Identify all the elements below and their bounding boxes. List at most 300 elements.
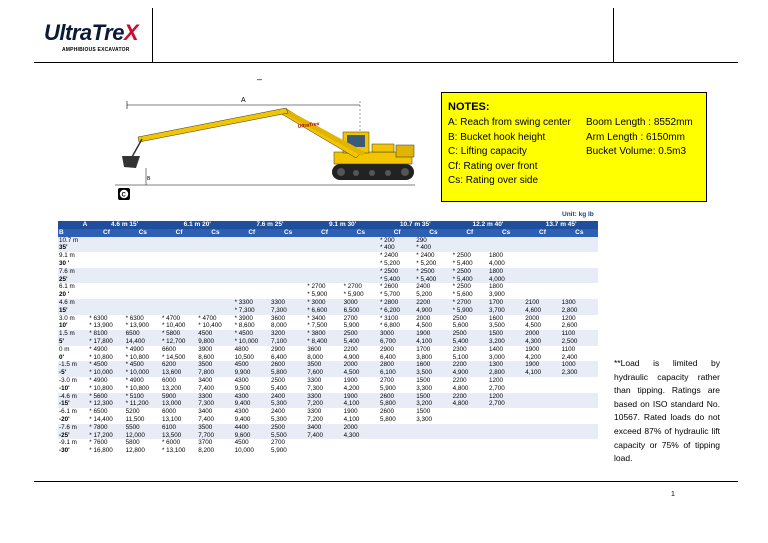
table-cell: 2500: [270, 377, 306, 385]
table-cell: 2000: [415, 315, 451, 323]
table-cell: 7,200: [306, 416, 342, 424]
table-cell: 2200: [452, 393, 488, 401]
header-rule: [34, 62, 738, 63]
table-cell: 4,600: [524, 307, 560, 315]
table-cell: [197, 299, 233, 307]
table-cell: 6,700: [379, 338, 415, 346]
table-cell: * 200: [379, 237, 415, 245]
table-row: [58, 260, 598, 268]
table-cell: [452, 432, 488, 440]
table-cell: 5,600: [452, 322, 488, 330]
notes-item: B: Bucket hook height: [448, 131, 546, 143]
header-cf: Cf: [379, 229, 415, 237]
dimension-b-label: B: [147, 176, 151, 182]
row-height-label: -20': [58, 416, 88, 424]
table-cell: * 7600: [88, 439, 124, 447]
table-cell: 6000: [161, 408, 197, 416]
table-cell: [270, 244, 306, 252]
table-row: [58, 393, 598, 401]
row-height-label: 5': [58, 338, 88, 346]
table-cell: 2100: [524, 299, 560, 307]
table-cell: 1900: [415, 330, 451, 338]
table-cell: * 5,200: [379, 260, 415, 268]
table-row: [58, 283, 598, 291]
table-cell: 5,900: [270, 447, 306, 455]
table-cell: 2200: [415, 299, 451, 307]
table-cell: [88, 276, 124, 284]
table-cell: 7,400: [197, 416, 233, 424]
table-cell: [125, 291, 161, 299]
table-cell: * 8,400: [306, 338, 342, 346]
row-height-label: 0': [58, 354, 88, 362]
table-cell: [234, 260, 270, 268]
table-cell: 7,200: [306, 400, 342, 408]
table-cell: 2400: [270, 393, 306, 401]
table-cell: [161, 291, 197, 299]
table-cell: [125, 283, 161, 291]
footer-rule: [34, 481, 738, 482]
unit-label: Unit: kg lb: [562, 211, 594, 218]
table-cell: 1700: [488, 299, 524, 307]
bucket: [122, 156, 140, 168]
table-cell: [524, 432, 560, 440]
table-cell: [88, 299, 124, 307]
table-cell: * 6300: [125, 315, 161, 323]
table-cell: [524, 276, 560, 284]
table-cell: * 2700: [452, 299, 488, 307]
table-cell: * 16,800: [88, 447, 124, 455]
spec-arm-length: Arm Length : 6150mm: [586, 131, 685, 143]
table-cell: 4300: [234, 408, 270, 416]
header-cs: Cs: [488, 229, 524, 237]
table-cell: 1900: [524, 361, 560, 369]
row-height-label: 6.1 m: [58, 283, 88, 291]
table-cell: [88, 283, 124, 291]
table-cell: * 5,400: [452, 276, 488, 284]
table-cell: [125, 237, 161, 245]
table-cell: 10,500: [234, 354, 270, 362]
table-cell: [161, 283, 197, 291]
notes-legend: [448, 116, 571, 189]
table-cell: 6,400: [270, 354, 306, 362]
table-cell: 5,200: [415, 291, 451, 299]
header-radius: 4.6 m 15': [88, 221, 161, 229]
table-cell: [561, 252, 598, 260]
table-header-radius-row: [58, 221, 598, 229]
table-cell: [306, 260, 342, 268]
table-cell: [524, 291, 560, 299]
table-cell: 1500: [415, 393, 451, 401]
table-cell: * 2700: [306, 283, 342, 291]
table-cell: * 5,400: [379, 276, 415, 284]
header-cf: Cf: [234, 229, 270, 237]
row-height-label: -10': [58, 385, 88, 393]
table-cell: 7,400: [306, 432, 342, 440]
table-cell: [561, 377, 598, 385]
table-cell: 4,100: [524, 369, 560, 377]
table-cell: 3,300: [415, 416, 451, 424]
table-cell: 4300: [234, 377, 270, 385]
lift-capacity-table: [58, 221, 598, 455]
table-cell: * 8100: [88, 330, 124, 338]
table-cell: 5,300: [270, 416, 306, 424]
table-cell: 2300: [452, 346, 488, 354]
table-cell: 5800: [125, 439, 161, 447]
table-row: [58, 268, 598, 276]
table-cell: [561, 400, 598, 408]
notes-specs: [586, 116, 693, 160]
table-cell: 9,400: [234, 400, 270, 408]
notes-item: Cs: Rating over side: [448, 175, 539, 186]
table-cell: [343, 260, 379, 268]
table-cell: 2600: [379, 393, 415, 401]
table-body: [58, 237, 598, 455]
table-cell: * 10,000: [125, 369, 161, 377]
table-cell: [524, 377, 560, 385]
row-height-label: 0 m: [58, 346, 88, 354]
table-cell: [452, 408, 488, 416]
table-cell: [88, 291, 124, 299]
header-cf: Cf: [306, 229, 342, 237]
table-cell: 2500: [343, 330, 379, 338]
row-height-label: -15': [58, 400, 88, 408]
table-cell: * 5,900: [452, 307, 488, 315]
table-row: [58, 416, 598, 424]
table-cell: 2900: [379, 346, 415, 354]
table-cell: 1600: [488, 315, 524, 323]
row-height-label: -4.6 m: [58, 393, 88, 401]
table-cell: [306, 447, 342, 455]
table-cell: [415, 447, 451, 455]
table-cell: * 3400: [306, 315, 342, 323]
table-cell: * 6300: [88, 315, 124, 323]
header-cs: Cs: [415, 229, 451, 237]
table-cell: 9,900: [234, 369, 270, 377]
row-height-label: 3.0 m: [58, 315, 88, 323]
table-cell: * 5,400: [415, 276, 451, 284]
table-cell: 2000: [343, 424, 379, 432]
table-cell: 2400: [415, 283, 451, 291]
table-cell: [452, 447, 488, 455]
table-cell: 7,100: [270, 338, 306, 346]
header-cs: Cs: [270, 229, 306, 237]
table-cell: [125, 299, 161, 307]
table-cell: * 7,500: [306, 322, 342, 330]
table-cell: [234, 283, 270, 291]
table-row: [58, 252, 598, 260]
table-cell: 3,500: [415, 369, 451, 377]
row-height-label: 7.6 m: [58, 268, 88, 276]
table-cell: [561, 432, 598, 440]
table-cell: [125, 307, 161, 315]
table-cell: 2600: [270, 361, 306, 369]
table-row: [58, 400, 598, 408]
table-cell: 9,800: [197, 338, 233, 346]
table-cell: 5,500: [270, 432, 306, 440]
table-cell: 3900: [197, 346, 233, 354]
table-cell: [524, 424, 560, 432]
table-cell: * 4500: [125, 361, 161, 369]
header-radius: 10.7 m 35': [379, 221, 452, 229]
table-row: [58, 447, 598, 455]
svg-text:UltraTrex: UltraTrex: [297, 120, 320, 130]
table-cell: [88, 268, 124, 276]
table-cell: 3700: [197, 439, 233, 447]
table-cell: [125, 268, 161, 276]
table-cell: [343, 447, 379, 455]
table-row: [58, 439, 598, 447]
table-cell: 2200: [343, 346, 379, 354]
table-cell: * 3100: [379, 315, 415, 323]
table-cell: 13,600: [161, 369, 197, 377]
table-cell: 7,300: [270, 307, 306, 315]
header-a: A: [58, 221, 88, 229]
table-cell: 1900: [343, 377, 379, 385]
table-cell: 4,100: [343, 400, 379, 408]
table-cell: [234, 244, 270, 252]
table-cell: 2000: [343, 361, 379, 369]
table-cell: 4,900: [452, 369, 488, 377]
table-cell: [524, 252, 560, 260]
table-row: [58, 338, 598, 346]
table-cell: [488, 244, 524, 252]
table-cell: 5,400: [452, 338, 488, 346]
table-cell: [125, 276, 161, 284]
table-row: [58, 299, 598, 307]
logo-x: X: [123, 20, 139, 45]
table-cell: [197, 307, 233, 315]
table-cell: 2500: [270, 424, 306, 432]
table-cell: 290: [415, 237, 451, 245]
table-cell: * 6,800: [379, 322, 415, 330]
table-cell: [161, 276, 197, 284]
table-cell: 9,600: [234, 432, 270, 440]
table-cell: 2800: [379, 361, 415, 369]
table-cell: 13,200: [161, 385, 197, 393]
table-row: [58, 408, 598, 416]
table-cell: 4500: [197, 330, 233, 338]
table-cell: 3000: [379, 330, 415, 338]
table-cell: [234, 252, 270, 260]
table-cell: 13,000: [161, 400, 197, 408]
table-cell: [270, 276, 306, 284]
table-cell: 4,800: [452, 385, 488, 393]
row-height-label: -6.1 m: [58, 408, 88, 416]
table-cell: 4,900: [415, 307, 451, 315]
table-cell: 2200: [452, 377, 488, 385]
table-cell: 1000: [561, 361, 598, 369]
table-cell: 6,100: [379, 369, 415, 377]
table-cell: [270, 291, 306, 299]
table-cell: [270, 283, 306, 291]
table-cell: 1800: [488, 283, 524, 291]
table-cell: * 10,000: [234, 338, 270, 346]
table-cell: 2,500: [561, 338, 598, 346]
table-cell: 2,700: [488, 385, 524, 393]
table-cell: 3,700: [488, 307, 524, 315]
logo-prefix: UltraTre: [44, 20, 124, 45]
table-cell: [161, 260, 197, 268]
table-cell: * 10,800: [125, 354, 161, 362]
notes-item: C: Lifting capacity: [448, 146, 527, 157]
table-cell: * 8,600: [234, 322, 270, 330]
table-cell: 3,300: [415, 385, 451, 393]
row-height-label: -25': [58, 432, 88, 440]
arm: [138, 108, 288, 142]
table-cell: 5,800: [379, 400, 415, 408]
table-cell: 1600: [415, 361, 451, 369]
table-cell: 3600: [270, 315, 306, 323]
table-cell: [561, 268, 598, 276]
table-cell: [379, 439, 415, 447]
table-cell: [270, 260, 306, 268]
table-cell: 2,400: [561, 354, 598, 362]
table-cell: [379, 424, 415, 432]
stray-dash: –: [257, 74, 263, 84]
table-cell: 10,000: [234, 447, 270, 455]
table-cell: [197, 291, 233, 299]
table-cell: 8,600: [197, 354, 233, 362]
table-cell: 3300: [197, 393, 233, 401]
table-cell: 6600: [161, 346, 197, 354]
table-cell: 4,500: [415, 322, 451, 330]
table-cell: 1100: [561, 346, 598, 354]
table-cell: * 4700: [161, 315, 197, 323]
table-cell: * 10,800: [88, 385, 124, 393]
table-cell: [197, 276, 233, 284]
table-cell: * 17,200: [88, 432, 124, 440]
table-cell: 8,200: [197, 447, 233, 455]
table-cell: [488, 432, 524, 440]
table-cell: [197, 244, 233, 252]
table-cell: 14,400: [125, 338, 161, 346]
table-cell: [343, 439, 379, 447]
table-cell: [524, 283, 560, 291]
table-cell: 1500: [488, 330, 524, 338]
header-radius: 9.1 m 30': [306, 221, 379, 229]
table-cell: [270, 252, 306, 260]
table-cell: 2500: [452, 330, 488, 338]
table-cell: 1200: [488, 393, 524, 401]
table-cell: * 2400: [415, 252, 451, 260]
table-cell: 5200: [125, 408, 161, 416]
table-cell: 2,800: [488, 369, 524, 377]
table-cell: * 17,800: [88, 338, 124, 346]
table-row: [58, 424, 598, 432]
table-cell: 1200: [488, 377, 524, 385]
table-cell: 4,500: [524, 322, 560, 330]
table-cell: 1300: [488, 361, 524, 369]
table-cell: 2,800: [561, 307, 598, 315]
table-cell: [197, 260, 233, 268]
table-cell: 5900: [161, 393, 197, 401]
table-cell: * 5100: [125, 393, 161, 401]
table-row: [58, 307, 598, 315]
table-cell: * 2800: [379, 299, 415, 307]
table-cell: [88, 260, 124, 268]
table-cell: * 5,900: [306, 291, 342, 299]
table-cell: [343, 244, 379, 252]
table-row: [58, 315, 598, 323]
table-cell: 6000: [161, 377, 197, 385]
table-cell: 5,800: [379, 416, 415, 424]
table-cell: 4,200: [524, 354, 560, 362]
row-height-label: 10': [58, 322, 88, 330]
table-cell: * 6500: [88, 408, 124, 416]
table-cell: [125, 260, 161, 268]
table-cell: * 2600: [379, 283, 415, 291]
table-cell: * 5800: [161, 330, 197, 338]
table-cell: * 2500: [452, 283, 488, 291]
table-cell: [561, 276, 598, 284]
table-cell: 5,900: [379, 385, 415, 393]
table-cell: [488, 416, 524, 424]
table-cell: [488, 408, 524, 416]
header-cf: Cf: [524, 229, 560, 237]
table-cell: 5,300: [270, 400, 306, 408]
table-cell: * 10,800: [125, 385, 161, 393]
notes-title: NOTES:: [448, 101, 490, 113]
table-cell: 2000: [524, 330, 560, 338]
row-height-label: 15': [58, 307, 88, 315]
table-cell: * 2700: [343, 283, 379, 291]
table-cell: * 6000: [161, 439, 197, 447]
header-divider-right: [613, 8, 614, 62]
table-cell: [161, 307, 197, 315]
table-cell: * 11,200: [125, 400, 161, 408]
table-cell: [561, 244, 598, 252]
table-cell: [561, 283, 598, 291]
table-cell: 2600: [379, 408, 415, 416]
table-cell: 2,300: [561, 369, 598, 377]
table-cell: 9,500: [234, 385, 270, 393]
table-cell: * 13,900: [88, 322, 124, 330]
table-cell: * 3300: [234, 299, 270, 307]
table-cell: 5,400: [270, 385, 306, 393]
table-cell: * 5600: [88, 393, 124, 401]
table-cell: [488, 447, 524, 455]
notes-item: A: Reach from swing center: [448, 117, 571, 128]
row-height-label: -5': [58, 369, 88, 377]
table-cell: [561, 385, 598, 393]
table-cell: * 6,600: [306, 307, 342, 315]
table-cell: [561, 393, 598, 401]
table-cell: [561, 439, 598, 447]
header-cs: Cs: [197, 229, 233, 237]
header-radius: 6.1 m 20': [161, 221, 234, 229]
table-cell: 4,100: [343, 416, 379, 424]
table-cell: * 13,900: [125, 322, 161, 330]
table-cell: [561, 260, 598, 268]
table-cell: 3,200: [488, 338, 524, 346]
table-cell: 6500: [125, 330, 161, 338]
row-height-label: 10.7 m: [58, 237, 88, 245]
table-row: [58, 346, 598, 354]
table-cell: [379, 432, 415, 440]
table-cell: [88, 244, 124, 252]
table-cell: [161, 268, 197, 276]
table-cell: 4,300: [524, 338, 560, 346]
table-cell: 4800: [234, 346, 270, 354]
table-cell: [524, 260, 560, 268]
table-cell: 6,400: [379, 354, 415, 362]
table-cell: [161, 237, 197, 245]
table-cell: 11,500: [125, 416, 161, 424]
table-row: [58, 361, 598, 369]
table-cell: [306, 252, 342, 260]
table-cell: 4,000: [488, 260, 524, 268]
table-cell: 4,500: [343, 369, 379, 377]
